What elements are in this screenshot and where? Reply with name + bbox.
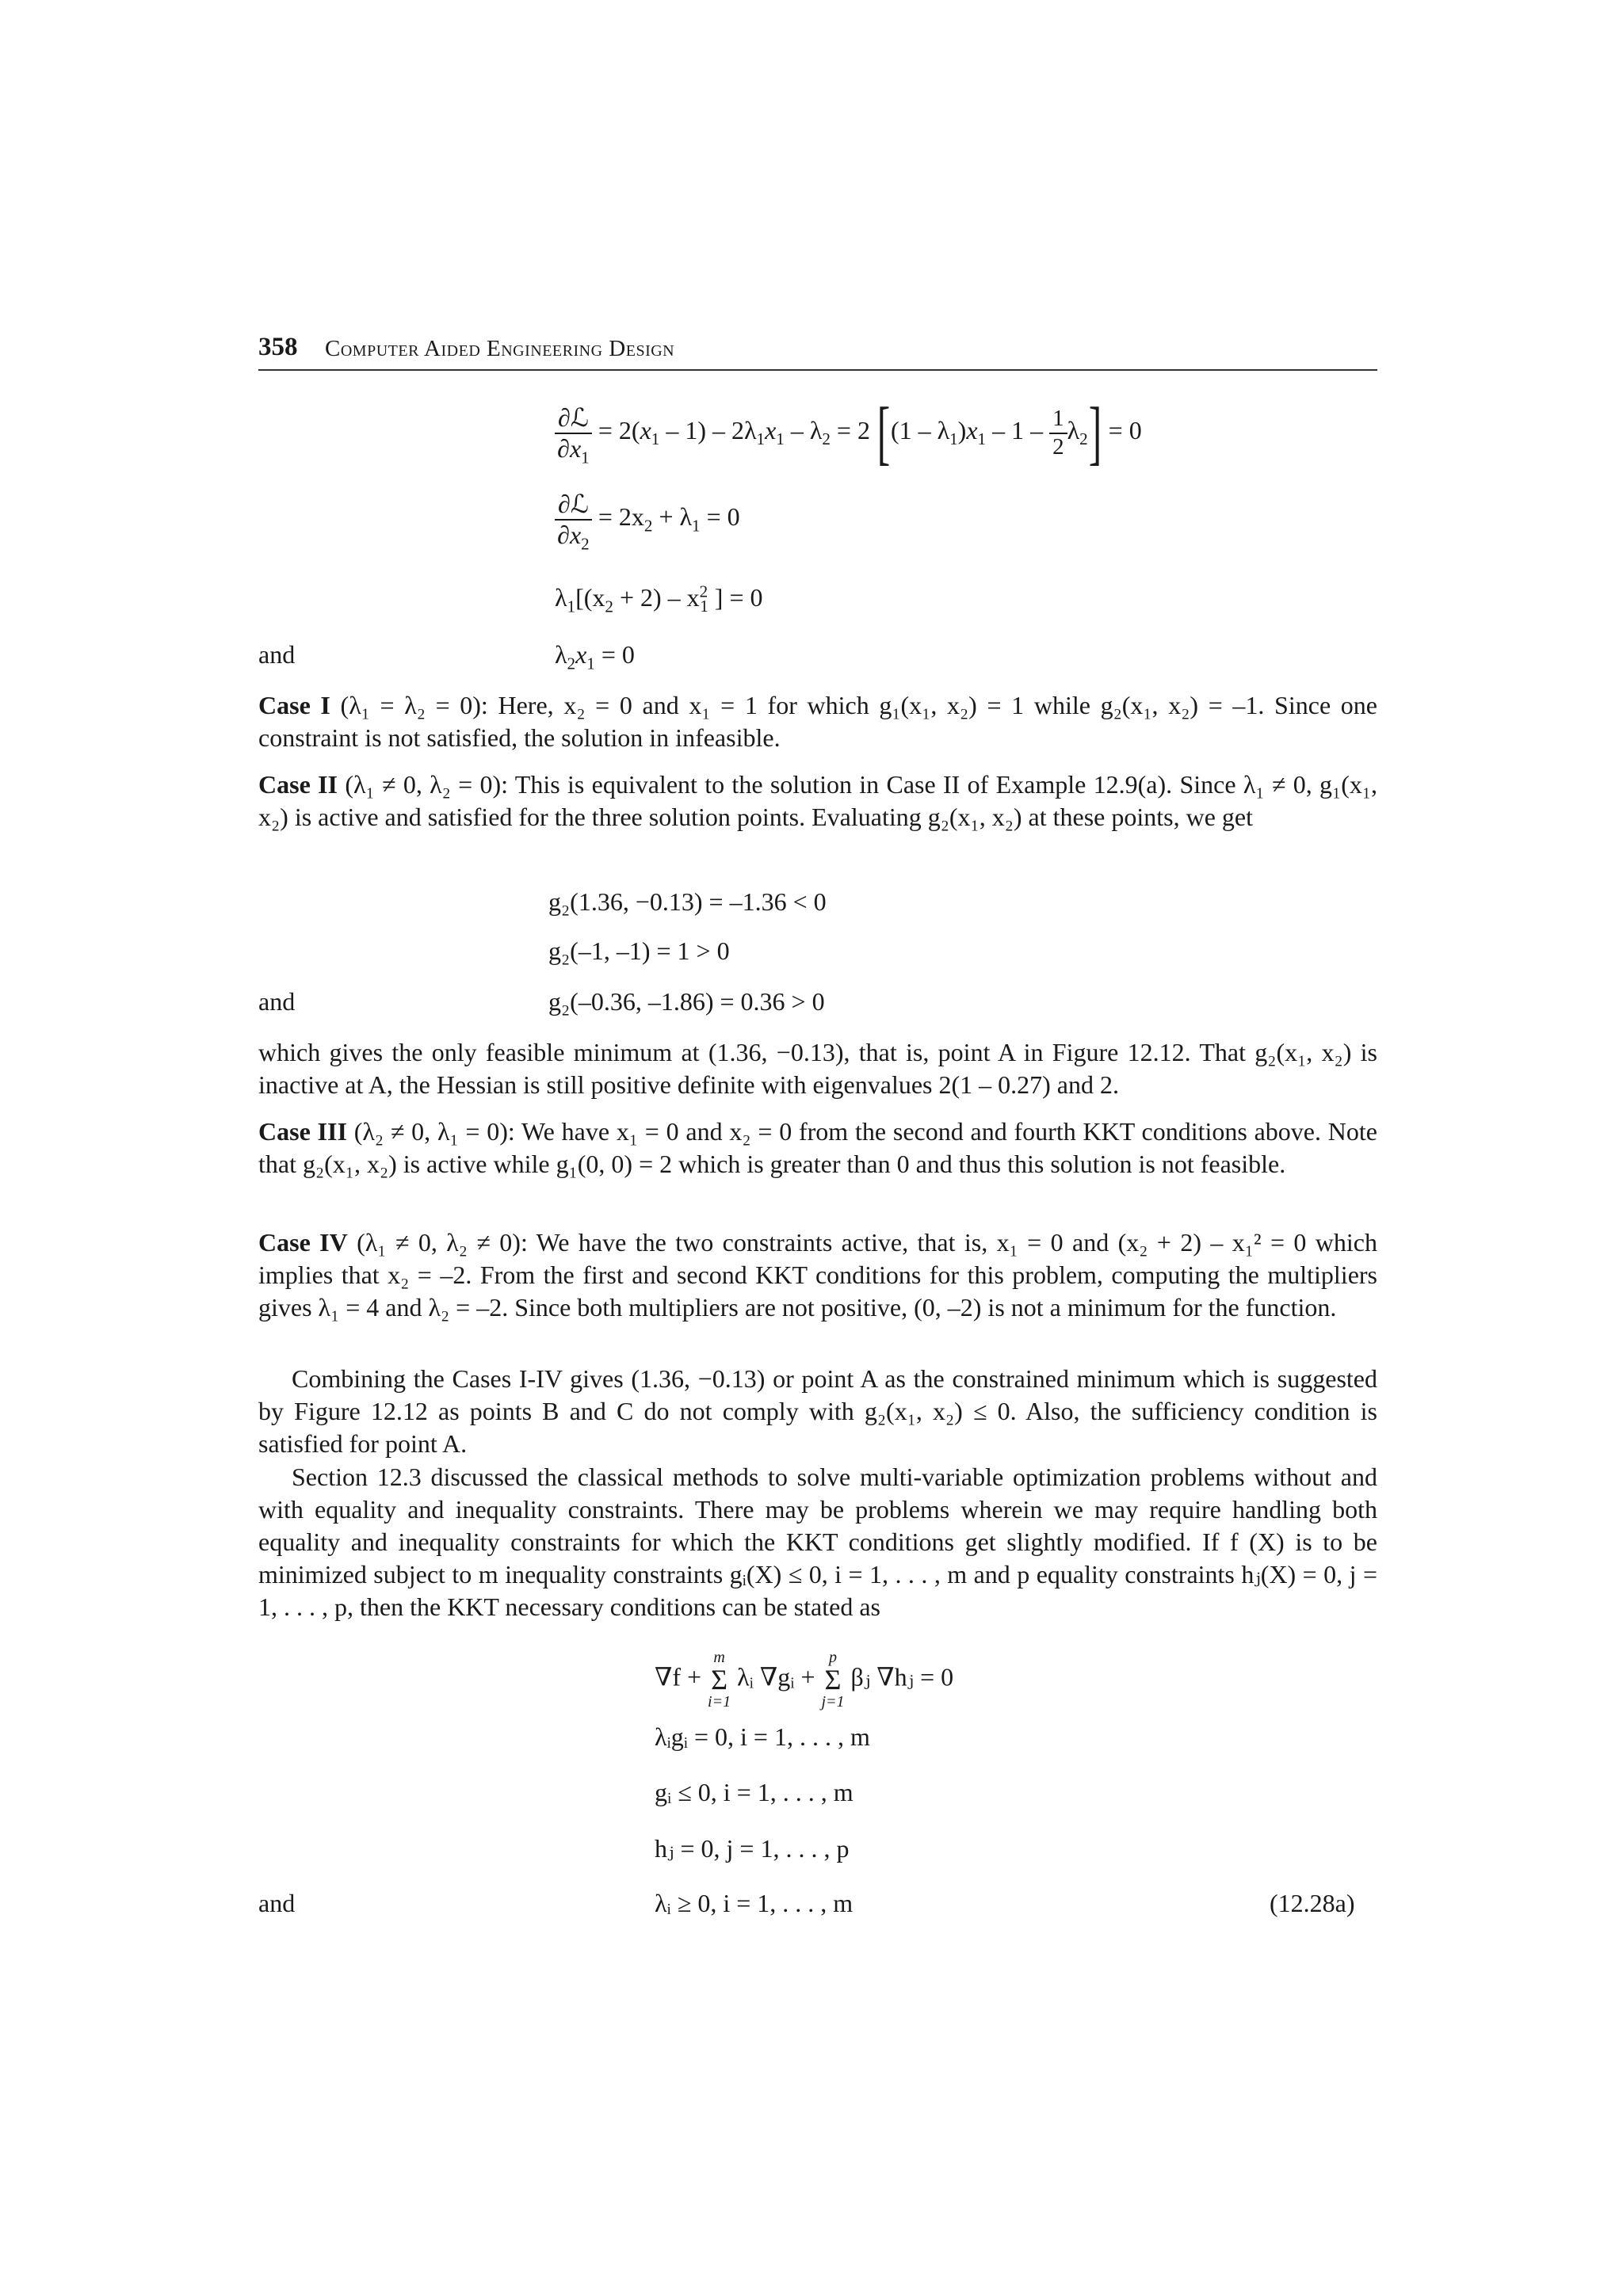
equation-complementary-2: $\lambda_2x_1 = 0$	[555, 640, 635, 673]
and-label-2: and	[258, 987, 296, 1016]
equation-dL-dx1: $\frac{\text{∂ℒ}}{\partial x_1}$ = $2(x_1 - 1) - 2\lambda_1x_1 - \lambda_2 = 2$ [$(1 - \lambda_1)x_1 - 1$ – $\frac{1}{2}$ $\lambda_2] = 0$	[555, 401, 1142, 465]
sum-j: p Σ j=1	[821, 1649, 845, 1711]
running-head: Computer Aided Engineering Design	[325, 336, 675, 361]
kkt-nonnegativity: λᵢ ≥ 0, i = 1, . . . , m	[655, 1889, 854, 1917]
kkt-inequality: gᵢ ≤ 0, i = 1, . . . , m	[655, 1778, 854, 1806]
case-4-paragraph: Case IV (λ₁ ≠ 0, λ₂ ≠ 0): We have the two constraints active, that is, x₁ = 0 and (x₂ + 2) – x₁² = 0 which implies that x₂ = –2. From the first and second KKT conditions for this problem, computing the multipliers gives λ₁ = 4 and λ₂ = –2. Since both multipliers are not positive, (0, –2) is not a minimum for the function.	[258, 1228, 1378, 1322]
equation-dL-dx2: $\frac{\text{∂ℒ}}{\partial x_2}$ = $2x_2 + \lambda_1 = 0$	[555, 490, 740, 550]
case-2-paragraph: Case II (λ₁ ≠ 0, λ₂ = 0): This is equivalent to the solution in Case II of Example 12.9(a). Since λ₁ ≠ 0, g₁(x₁, x₂) is active and satisfied for the three solution points. Evaluating g₂(x₁, x₂) at these points, we get	[258, 770, 1378, 831]
section-paragraph: Section 12.3 discussed the classical methods to solve multi-variable optimization problems without and with equality and inequality constraints. There may be problems wherein we may require handling both equality and inequality constraints for which the KKT conditions get slightly modified. If f (X) is to be minimized subject to m inequality constraints gᵢ(X) ≤ 0, i = 1, . . . , m and p equality constraints hⱼ(X) = 0, j = 1, . . . , p, then the KKT necessary conditions can be stated as	[258, 1463, 1377, 1621]
eval-point-1: g₂(1.36, −0.13) = –1.36 < 0	[548, 887, 827, 916]
feasible-minimum-paragraph: which gives the only feasible minimum at (1.36, −0.13), that is, point A in Figure 12.12. That g₂(x₁, x₂) is inactive at A, the Hessian is still positive definite with eigenvalues 2(1 – 0.27) and 2.	[258, 1038, 1377, 1099]
partial-fraction-2: $\frac{\text{∂ℒ}}{\partial x_2}$	[555, 490, 592, 550]
kkt-equality: hⱼ = 0, j = 1, . . . , p	[655, 1834, 850, 1863]
eval-point-2: g₂(–1, –1) = 1 > 0	[548, 936, 730, 965]
equation-complementary-1: $\lambda_1[(x_2 + 2) - x^2_1$ ] = 0	[555, 582, 763, 616]
eval-point-3: g₂(–0.36, –1.86) = 0.36 > 0	[548, 987, 825, 1016]
kkt-gradient-condition: ∇f + m Σ i=1 λᵢ ∇gᵢ + p Σ j=1 βⱼ ∇hⱼ = 0	[655, 1649, 954, 1711]
combining-paragraph: Combining the Cases I-IV gives (1.36, −0.13) or point A as the constrained minimum which is suggested by Figure 12.12 as points B and C do not comply with g₂(x₁, x₂) ≤ 0. Also, the sufficiency condition is satisfied for point A.	[258, 1364, 1377, 1458]
equation-number: (12.28a)	[1270, 1889, 1355, 1917]
kkt-complementary: λᵢgᵢ = 0, i = 1, . . . , m	[655, 1722, 870, 1751]
and-label-3: and	[258, 1889, 296, 1917]
half-fraction: $\frac{1}{2}$	[1049, 406, 1067, 460]
and-label-1: and	[258, 640, 296, 669]
case-3-paragraph: Case III (λ₂ ≠ 0, λ₁ = 0): We have x₁ = 0 and x₂ = 0 from the second and fourth KKT conditions above. Note that g₂(x₁, x₂) is active while g₁(0, 0) = 2 which is greater than 0 and thus this solution is not feasible.	[258, 1117, 1378, 1178]
sum-i: m Σ i=1	[708, 1649, 731, 1711]
partial-fraction-1: $\frac{\text{∂ℒ}}{\partial x_1}$	[555, 403, 592, 463]
page-header	[258, 333, 1377, 371]
page-number: 358	[258, 333, 298, 361]
case-1-paragraph: Case I (λ₁ = λ₂ = 0): Here, x₂ = 0 and x₁ = 1 for which g₁(x₁, x₂) = 1 while g₂(x₁, x₂) = –1. Since one constraint is not satisfied, the solution in infeasible.	[258, 691, 1378, 752]
